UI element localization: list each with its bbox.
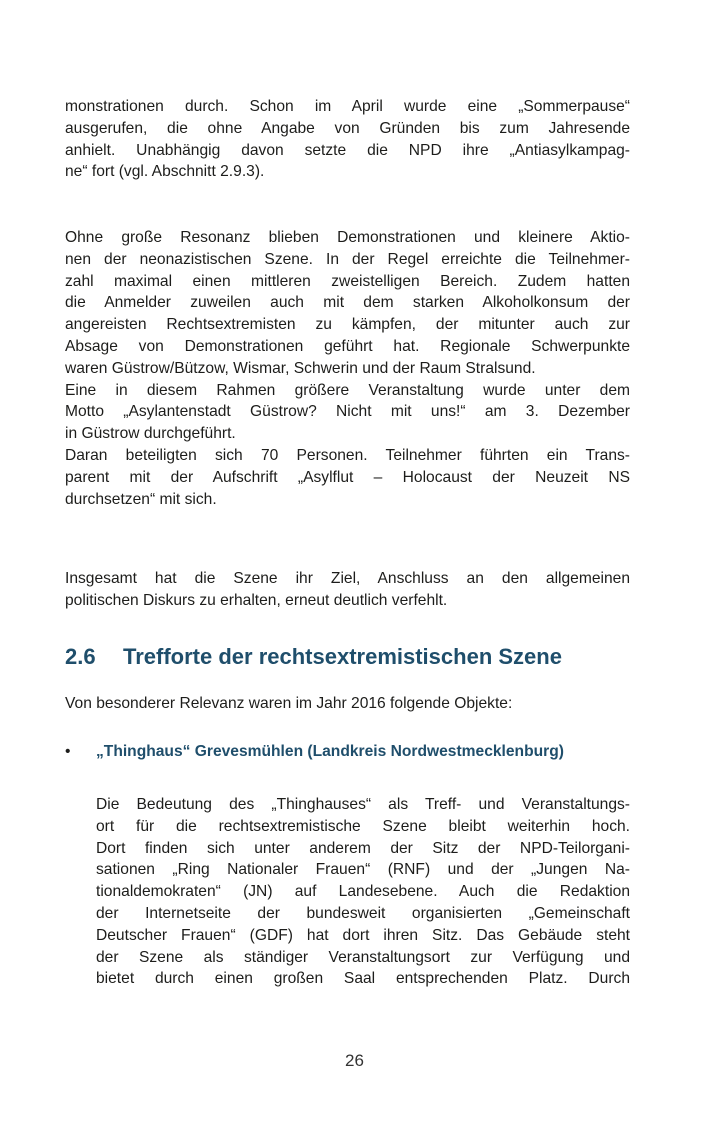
text-line: Motto „Asylantenstadt Güstrow? Nicht mit uns!“ am 3. Dezember bbox=[65, 403, 630, 421]
text-line: waren Güstrow/Bützow, Wismar, Schwerin und der Raum Stralsund. bbox=[65, 359, 536, 377]
section-title: Trefforte der rechtsextremistischen Szene bbox=[123, 644, 562, 669]
text-line: nen der neonazistischen Szene. In der Regel erreichte die Teilnehmer- bbox=[65, 250, 630, 268]
section-heading bbox=[65, 644, 562, 670]
bullet-title: „Thinghaus“ Grevesmühlen (Landkreis Nordwestmecklenburg) bbox=[96, 743, 564, 760]
paragraph-3 bbox=[65, 568, 630, 612]
text-line: Eine in diesem Rahmen größere Veranstaltung wurde unter dem bbox=[65, 381, 630, 399]
text-line: Die Bedeutung des „Thinghauses“ als Treff- und Veranstaltungs- bbox=[96, 796, 630, 813]
text-line: monstrationen durch. Schon im April wurde eine „Sommerpause“ bbox=[65, 98, 630, 115]
bullet-item bbox=[65, 743, 564, 761]
paragraph-2 bbox=[65, 227, 630, 510]
section-number: 2.6 bbox=[65, 644, 96, 669]
text-line: angereisten Rechtsextremisten zu kämpfen, der mitunter auch zur bbox=[65, 316, 630, 334]
text-line: der Internetseite der bundesweit organisierten „Gemeinschaft bbox=[96, 904, 630, 922]
text-line: parent mit der Aufschrift „Asylflut – Holocaust der Neuzeit NS bbox=[65, 468, 630, 486]
page-number: 26 bbox=[345, 1051, 364, 1070]
intro-paragraph bbox=[65, 693, 630, 715]
text-line: ausgerufen, die ohne Angabe von Gründen bis zum Jahresende bbox=[65, 119, 630, 137]
text-line: durchsetzen“ mit sich. bbox=[65, 490, 217, 508]
paragraph-1 bbox=[65, 96, 630, 183]
text-line: Daran beteiligten sich 70 Personen. Teilnehmer führten ein Trans- bbox=[65, 446, 630, 464]
text-line: Von besonderer Relevanz waren im Jahr 2016 folgende Objekte: bbox=[65, 695, 513, 712]
text-line: Insgesamt hat die Szene ihr Ziel, Anschluss an den allgemeinen bbox=[65, 570, 630, 587]
text-line: bietet durch einen großen Saal entsprechenden Platz. Durch bbox=[96, 970, 630, 988]
text-line: ort für die rechtsextremistische Szene bleibt weiterhin hoch. bbox=[96, 817, 630, 835]
text-line: Dort finden sich unter anderem der Sitz der NPD-Teilorgani- bbox=[96, 839, 630, 857]
text-line: Absage von Demonstrationen geführt hat. Regionale Schwerpunkte bbox=[65, 337, 630, 355]
text-line: der Szene als ständiger Veranstaltungsort zur Verfügung und bbox=[96, 948, 630, 966]
text-line: ne“ fort (vgl. Abschnitt 2.9.3). bbox=[65, 163, 265, 181]
text-line: sationen „Ring Nationaler Frauen“ (RNF) und der „Jungen Na- bbox=[96, 861, 630, 879]
bullet-paragraph bbox=[96, 794, 630, 990]
text-line: Ohne große Resonanz blieben Demonstrationen und kleinere Aktio- bbox=[65, 229, 630, 246]
text-line: in Güstrow durchgeführt. bbox=[65, 425, 236, 443]
text-line: anhielt. Unabhängig davon setzte die NPD ihre „Antiasylkampag- bbox=[65, 141, 630, 159]
text-line: die Anmelder zuweilen auch mit dem starken Alkoholkonsum der bbox=[65, 294, 630, 312]
text-line: Deutscher Frauen“ (GDF) hat dort ihren Sitz. Das Gebäude steht bbox=[96, 926, 630, 944]
text-line: tionaldemokraten“ (JN) auf Landesebene. Auch die Redaktion bbox=[96, 883, 630, 901]
text-line: politischen Diskurs zu erhalten, erneut deutlich verfehlt. bbox=[65, 591, 448, 609]
text-line: zahl maximal einen mittleren zweistelligen Bereich. Zudem hatten bbox=[65, 272, 630, 290]
bullet-marker: • bbox=[65, 743, 71, 760]
